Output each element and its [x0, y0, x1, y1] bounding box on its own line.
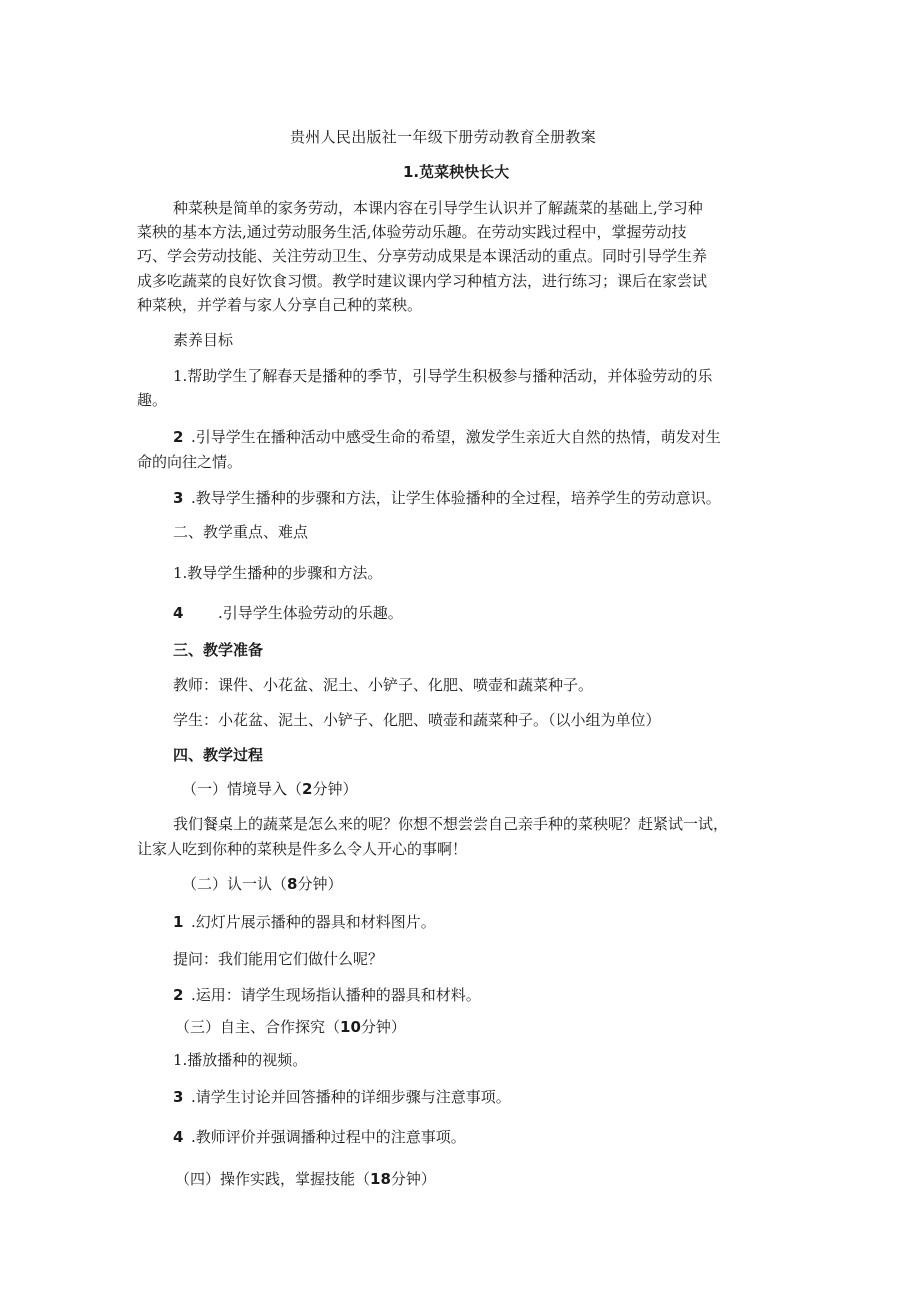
step-1-heading-a: （一）情境导入（ — [182, 780, 303, 798]
intro-line-4: 成多吃蔬菜的良好饮食习惯。教学时建议课内学习种植方法，进行练习；课后在家尝试 — [137, 272, 708, 290]
goal-1-line-2: 趣。 — [137, 391, 168, 409]
step-4-heading — [175, 1169, 436, 1189]
step-2-item-2: .运用：请学生现场指认播种的器具和材料。 — [191, 986, 481, 1004]
document-header: 贵州人民出版社一年级下册劳动教育全册教案 — [290, 128, 597, 146]
step-3-heading-a: （三）自主、合作探究（ — [175, 1018, 341, 1036]
step-3-item-2: .请学生讨论并回答播种的详细步骤与注意事项。 — [191, 1088, 511, 1106]
prep-student: 学生：小花盆、泥土、小铲子、化肥、喷壶和蔬菜种子。（以小组为单位） — [173, 711, 661, 729]
step-1-heading — [182, 779, 357, 799]
goal-3-number: 3 — [173, 489, 184, 507]
prep-heading: 三、教学准备 — [173, 641, 264, 659]
step-1-text-line-2: 让家人吃到你种的菜秧是件多么令人开心的事啊！ — [137, 840, 468, 858]
prep-teacher: 教师：课件、小花盆、泥土、小铲子、化肥、喷壶和蔬菜种子。 — [173, 676, 594, 694]
step-4-heading-b: 分钟） — [390, 1170, 436, 1188]
step-2-question: 提问：我们能用它们做什么呢？ — [173, 950, 384, 968]
focus-item-2-number: 4 — [173, 604, 184, 622]
focus-heading: 二、教学重点、难点 — [173, 523, 309, 541]
goal-2-line-2: 命的向往之情。 — [137, 453, 243, 471]
goal-1-line-1: 1.帮助学生了解春天是播种的季节，引导学生积极参与播种活动，并体验劳动的乐 — [173, 367, 713, 385]
focus-item-2: .引导学生体验劳动的乐趣。 — [218, 604, 403, 622]
step-2-item-2-number: 2 — [173, 986, 184, 1004]
intro-line-1: 种菜秧是简单的家务劳动，本课内容在引导学生认识并了解蔬菜的基础上,学习种 — [173, 199, 703, 217]
intro-line-3: 巧、学会劳动技能、关注劳动卫生、分享劳动成果是本课活动的重点。同时引导学生养 — [137, 247, 708, 265]
step-2-heading — [182, 874, 342, 894]
step-2-heading-a: （二）认一认（ — [182, 875, 288, 893]
step-4-minutes: 18 — [370, 1170, 391, 1188]
focus-item-1: 1.教导学生播种的步骤和方法。 — [173, 564, 383, 582]
step-3-minutes: 10 — [340, 1018, 361, 1036]
step-3-heading-b: 分钟） — [360, 1018, 406, 1036]
step-3-item-3-number: 4 — [173, 1128, 184, 1146]
step-3-item-2-number: 3 — [173, 1088, 184, 1106]
goal-3-text: .教导学生播种的步骤和方法，让学生体验播种的全过程，培养学生的劳动意识。 — [191, 489, 721, 507]
step-3-item-3: .教师评价并强调播种过程中的注意事项。 — [191, 1128, 466, 1146]
lesson-title: 1.苋菜秧快长大 — [403, 163, 510, 181]
step-2-heading-b: 分钟） — [297, 875, 343, 893]
intro-line-5: 种菜秧，并学着与家人分享自己种的菜秧。 — [137, 296, 423, 314]
goal-2-line-1: .引导学生在播种活动中感受生命的希望，激发学生亲近大自然的热情，萌发对生 — [191, 428, 721, 446]
goal-2-number: 2 — [173, 428, 184, 446]
step-1-heading-b: 分钟） — [312, 780, 358, 798]
step-1-minutes: 2 — [302, 780, 313, 798]
step-3-heading — [175, 1017, 406, 1037]
step-1-text-line-1: 我们餐桌上的蔬菜是怎么来的呢？你想不想尝尝自己亲手种的菜秧呢？赶紧试一试， — [173, 815, 729, 833]
intro-line-2: 菜秧的基本方法,通过劳动服务生活,体验劳动乐趣。在劳动实践过程中，掌握劳动技 — [137, 223, 687, 241]
goals-heading: 素养目标 — [173, 331, 234, 349]
process-heading: 四、教学过程 — [173, 746, 264, 764]
step-4-heading-a: （四）操作实践，掌握技能（ — [175, 1170, 371, 1188]
step-3-item-1: 1.播放播种的视频。 — [173, 1051, 308, 1069]
step-2-item-1: .幻灯片展示播种的器具和材料图片。 — [191, 913, 436, 931]
step-2-item-1-number: 1 — [173, 913, 184, 931]
step-2-minutes: 8 — [287, 875, 298, 893]
